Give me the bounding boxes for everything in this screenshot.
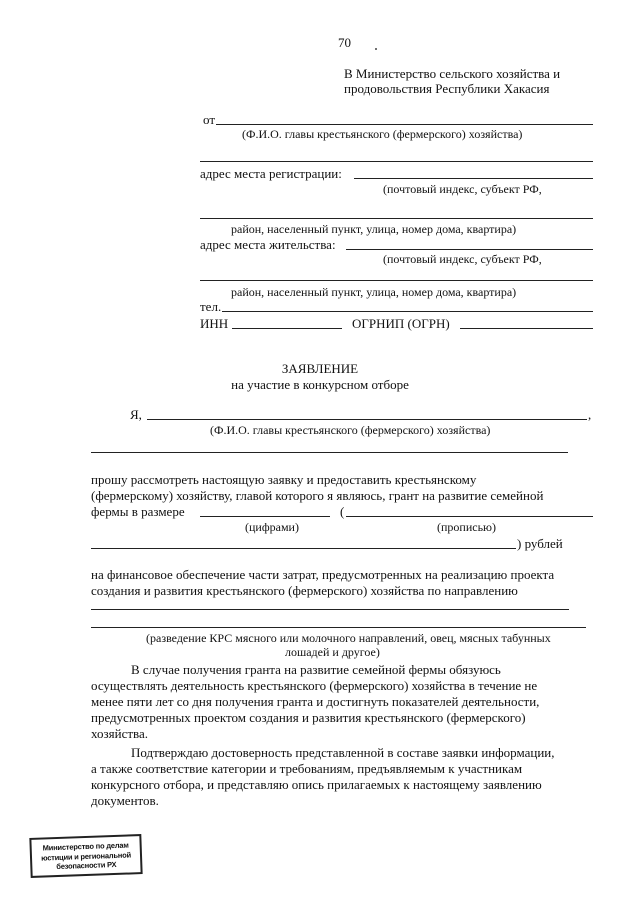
document-title: ЗАЯВЛЕНИЕ <box>281 361 359 376</box>
tel-label: тел. <box>200 299 222 314</box>
obligation-line-3: менее пяти лет со дня получения гранта и достигнуть показателей деятельности, <box>91 694 540 709</box>
inn-blank[interactable] <box>232 328 342 329</box>
confirm-line-1: Подтверждаю достоверность представленной в составе заявки информации, <box>131 745 555 760</box>
reg-address-blank-2[interactable] <box>200 218 593 219</box>
stamp-line-3: безопасности РХ <box>56 859 117 872</box>
comma: , <box>588 407 592 422</box>
obligation-line-1: В случае получения гранта на развитие семейной фермы обязуюсь <box>131 662 501 677</box>
stamp-line-1: Министерство по делам <box>42 840 129 853</box>
ya-label: Я, <box>130 407 142 422</box>
page-number: 70 <box>338 35 351 50</box>
ogrnip-blank[interactable] <box>460 328 593 329</box>
obligation-line-2: осуществлять деятельность крестьянского (фермерского) хозяйства в течение не <box>91 678 538 693</box>
residence-blank[interactable] <box>346 249 593 250</box>
district-hint: район, населенный пункт, улица, номер дома, квартира) <box>231 222 517 236</box>
direction-blank[interactable] <box>91 609 569 610</box>
breeding-hint-2: лошадей и другое) <box>285 645 380 659</box>
obligation-line-5: хозяйства. <box>91 726 149 741</box>
fio-hint-2: (Ф.И.О. главы крестьянского (фермерского) хозяйства) <box>210 423 491 437</box>
paren-open: ( <box>340 504 345 519</box>
digits-hint: (цифрами) <box>245 520 299 534</box>
confirm-line-2: а также соответствие категории и требованиям, предъявляемым к участникам <box>91 761 523 776</box>
applicant-fio-blank-2[interactable] <box>91 452 568 453</box>
purpose-line-2: создания и развития крестьянского (фермерского) хозяйства по направлению <box>91 583 518 598</box>
rubles-label: ) рублей <box>517 536 563 551</box>
document-subtitle: на участие в конкурсном отборе <box>231 377 409 392</box>
ogrnip-label: ОГРНИП (ОГРН) <box>352 316 450 331</box>
inn-label: ИНН <box>200 316 229 331</box>
postal-hint: (почтовый индекс, субъект РФ, <box>383 182 542 196</box>
purpose-line-1: на финансовое обеспечение части затрат, предусмотренных на реализацию проекта <box>91 567 555 582</box>
from-label: от <box>203 112 216 127</box>
reg-address-blank[interactable] <box>354 178 593 179</box>
direction-blank-2[interactable] <box>91 627 586 628</box>
amount-words-blank-2[interactable] <box>91 548 516 549</box>
applicant-fio-blank[interactable] <box>147 419 587 420</box>
from-blank[interactable] <box>216 124 593 125</box>
addressee-line-2: продовольствия Республики Хакасия <box>344 81 550 96</box>
addressee-line-1: В Министерство сельского хозяйства и <box>344 66 561 81</box>
request-line-2: (фермерскому) хозяйству, главой которого я являюсь, грант на развитие семейной <box>91 488 544 503</box>
confirm-line-3: конкурсного отбора, и представляю опись прилагаемых к настоящему заявлению <box>91 777 542 792</box>
amount-words-blank[interactable] <box>346 516 593 517</box>
obligation-line-4: предусмотренных проектом создания и развития крестьянского (фермерского) <box>91 710 526 725</box>
speck <box>375 48 377 50</box>
fio-continuation-blank[interactable] <box>200 161 593 162</box>
residence-blank-2[interactable] <box>200 280 593 281</box>
reg-address-label: адрес места регистрации: <box>200 166 342 181</box>
district-hint-2: район, населенный пункт, улица, номер дома, квартира) <box>231 285 517 299</box>
ministry-stamp <box>29 834 142 878</box>
confirm-line-4: документов. <box>91 793 159 808</box>
postal-hint-2: (почтовый индекс, субъект РФ, <box>383 252 542 266</box>
breeding-hint-1: (разведение КРС мясного или молочного направлений, овец, мясных табунных <box>146 631 551 645</box>
request-line-3: фермы в размере <box>91 504 185 519</box>
amount-digits-blank[interactable] <box>200 516 330 517</box>
tel-blank[interactable] <box>222 311 593 312</box>
words-hint: (прописью) <box>437 520 497 534</box>
residence-label: адрес места жительства: <box>200 237 336 252</box>
fio-hint: (Ф.И.О. главы крестьянского (фермерского) хозяйства) <box>242 127 523 141</box>
request-line-1: прошу рассмотреть настоящую заявку и предоставить крестьянскому <box>91 472 477 487</box>
stamp-line-2: юстиции и региональной <box>40 849 132 863</box>
